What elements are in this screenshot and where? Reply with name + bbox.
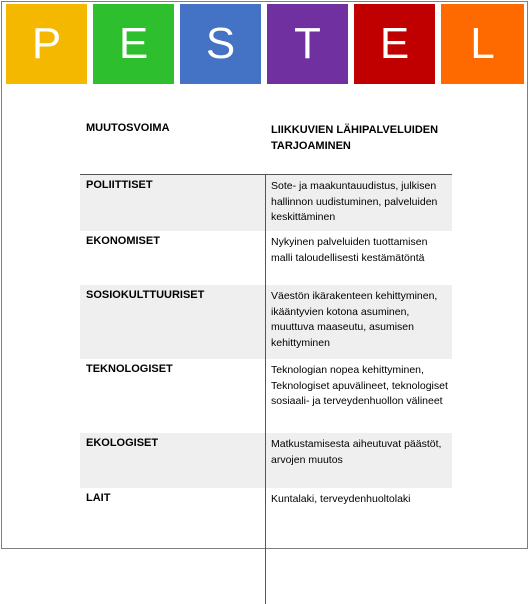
pestel-tile-e: E xyxy=(93,4,174,84)
table-header xyxy=(80,114,452,170)
row-value: Väestön ikärakenteen kehittyminen, ikääntyvien kotona asuminen, muuttuva maaseutu, asumisen kehittyminen xyxy=(271,290,438,349)
row-key: SOSIOKULTTUURISET xyxy=(86,289,205,301)
column-divider xyxy=(265,174,266,604)
table-row xyxy=(80,231,452,285)
row-key: EKONOMISET xyxy=(86,235,160,247)
row-key: EKOLOGISET xyxy=(86,437,159,449)
table-row xyxy=(80,285,452,359)
row-key: TEKNOLOGISET xyxy=(86,363,173,375)
row-value: Sote- ja maakuntauudistus, julkisen hallinnon uudistuminen, palveluiden keskittäminen xyxy=(271,180,438,223)
table-row xyxy=(80,175,452,231)
pestel-banner xyxy=(0,4,531,86)
row-value: Matkustamisesta aiheutuvat päästöt, arvojen muutos xyxy=(271,438,442,466)
pestel-tile-t: T xyxy=(267,4,348,84)
row-key: POLIITTISET xyxy=(86,179,153,191)
row-value: Teknologian nopea kehittyminen, Teknologiset apuvälineet, teknologiset sosiaali- ja terveydenhuollon välineet xyxy=(271,364,448,407)
table-row xyxy=(80,433,452,488)
pestel-tile-l: L xyxy=(441,4,524,84)
row-key: LAIT xyxy=(86,492,111,504)
header-col-force: MUUTOSVOIMA xyxy=(86,122,170,134)
pestel-tile-p: P xyxy=(6,4,87,84)
row-value: Nykyinen palveluiden tuottamisen malli taloudellisesti kestämätöntä xyxy=(271,236,428,264)
row-value: Kuntalaki, terveydenhuoltolaki xyxy=(271,493,411,505)
header-col-mobile-services: LIIKKUVIEN LÄHIPALVELUIDEN TARJOAMINEN xyxy=(271,124,439,152)
pestel-tile-e2: E xyxy=(354,4,435,84)
table-row xyxy=(80,488,452,544)
table-row xyxy=(80,359,452,433)
pestel-tile-s: S xyxy=(180,4,261,84)
